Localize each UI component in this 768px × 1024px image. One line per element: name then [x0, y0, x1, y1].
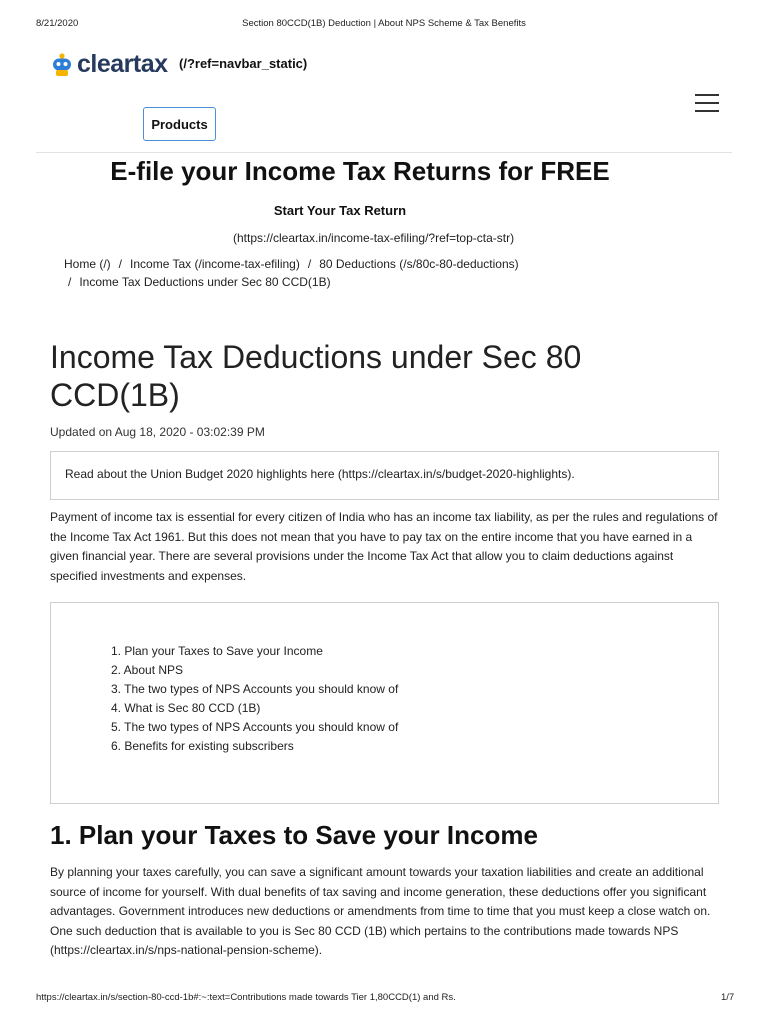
toc-item[interactable]: 2. About NPS	[111, 663, 184, 677]
products-button[interactable]: Products	[143, 107, 216, 141]
breadcrumb-separator: /	[307, 257, 312, 271]
budget-note-link[interactable]: Read about the Union Budget 2020 highlights here (https://cleartax.in/s/budget-2020-highlights).	[65, 467, 575, 481]
section-paragraph: By planning your taxes carefully, you can save a significant amount towards your taxation liabilities and create an additional source of income for yourself. With dual benefits of tax saving and income generation, these deductions offer you significant advantages. Government introduces new deductions or amendments from time to time that you must keep a close watch on. One such deduction that is available to you is Sec 80 CCD (1B) which pertains to the contributions made towards NPS (https://cleartax.in/s/nps-national-pension-scheme).	[50, 865, 711, 957]
toc-item[interactable]: 4. What is Sec 80 CCD (1B)	[111, 701, 261, 715]
cta-url[interactable]: (https://cleartax.in/income-tax-efiling/?ref=top-cta-str)	[233, 231, 515, 245]
breadcrumb-income-tax[interactable]: Income Tax (/income-tax-efiling)	[130, 257, 300, 271]
cleartax-mascot-icon	[50, 52, 74, 78]
logo-text: cleartax	[77, 50, 168, 78]
efile-heading: E-file your Income Tax Returns for FREE	[110, 156, 610, 186]
breadcrumb-home[interactable]: Home (/)	[64, 257, 111, 271]
logo-ref-link[interactable]: (/?ref=navbar_static)	[179, 56, 308, 71]
breadcrumb	[64, 257, 519, 271]
breadcrumb-separator: /	[118, 257, 123, 271]
breadcrumb-line-2	[64, 275, 331, 289]
toc-list	[111, 642, 398, 756]
toc-item[interactable]: 3. The two types of NPS Accounts you should know of	[111, 682, 399, 696]
toc-item[interactable]: 5. The two types of NPS Accounts you should know of	[111, 720, 399, 734]
toc-item[interactable]: 6. Benefits for existing subscribers	[111, 739, 294, 753]
page-title: Income Tax Deductions under Sec 80 CCD(1B)	[50, 339, 582, 413]
toc-item[interactable]: 1. Plan your Taxes to Save your Income	[111, 644, 323, 658]
print-page-number: 1/7	[721, 992, 735, 1003]
cleartax-logo[interactable]	[50, 50, 168, 79]
header-divider	[36, 152, 732, 153]
print-date: 8/21/2020	[36, 18, 79, 29]
start-tax-return-link[interactable]: Start Your Tax Return	[273, 203, 407, 218]
updated-timestamp: Updated on Aug 18, 2020 - 03:02:39 PM	[50, 425, 265, 439]
hamburger-menu-icon[interactable]	[695, 94, 719, 112]
table-of-contents	[50, 602, 719, 804]
intro-paragraph: Payment of income tax is essential for every citizen of India who has an income tax liability, as per the rules and regulations of the Income Tax Act 1961. But this does not mean that you have to pay tax on the entire income that you have earned in a given financial year. There are several provisions under the Income Tax Act that allow you to claim deductions against specified investments and expenses.	[50, 510, 718, 583]
breadcrumb-separator: /	[68, 275, 72, 289]
print-url: https://cleartax.in/s/section-80-ccd-1b#:~:text=Contributions made towards Tier 1,80CCD(1) and Rs.	[36, 992, 456, 1003]
breadcrumb-current: Income Tax Deductions under Sec 80 CCD(1B)	[79, 275, 331, 289]
section-heading: 1. Plan your Taxes to Save your Income	[50, 820, 538, 850]
breadcrumb-80-deductions[interactable]: 80 Deductions (/s/80c-80-deductions)	[319, 257, 519, 271]
print-title: Section 80CCD(1B) Deduction | About NPS Scheme & Tax Benefits	[242, 18, 526, 29]
budget-note-box	[50, 451, 719, 500]
